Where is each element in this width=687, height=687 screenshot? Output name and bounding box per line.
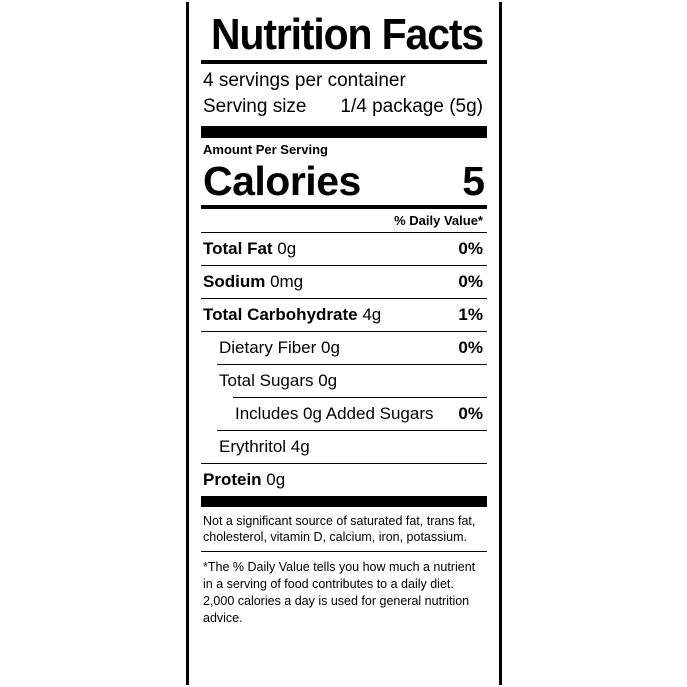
nutrient-row-total-carbohydrate [201, 299, 487, 331]
serving-size-row [201, 94, 487, 126]
daily-value-header: % Daily Value* [394, 213, 483, 228]
calories-label: Calories [203, 158, 361, 204]
nutrient-row-protein [201, 464, 487, 496]
nutrient-name-bold: Total Fat [203, 239, 273, 258]
nutrient-percent: 0% [458, 404, 483, 423]
nutrient-name-rest: 0mg [265, 272, 304, 291]
nutrient-name-bold: Sodium [203, 272, 266, 291]
nutrient-percent: 1% [458, 305, 483, 324]
nutrient-row-added-sugars [201, 398, 487, 430]
nutrient-name-rest: 0g [261, 470, 286, 489]
nutrient-percent: 0% [458, 272, 483, 291]
page-title: Nutrition Facts [211, 10, 483, 59]
serving-size-label: Serving size [203, 96, 307, 117]
footnote-not-significant: Not a significant source of saturated fat, trans fat, cholesterol, vitamin D, calcium, iron, potassium. [203, 514, 476, 544]
nutrient-name [203, 304, 381, 326]
nutrient-row-erythritol [201, 431, 487, 463]
serving-divider [201, 126, 487, 138]
nutrition-facts-panel [186, 2, 502, 685]
nutrient-row-total-fat [201, 233, 487, 265]
nutrient-name [203, 238, 296, 260]
nutrient-name: Erythritol 4g [219, 437, 310, 456]
calories-row [201, 159, 487, 205]
nutrient-name-bold: Protein [203, 470, 262, 489]
nutrient-name-rest: 4g [357, 305, 382, 324]
nutrient-name: Total Sugars 0g [219, 371, 338, 390]
calories-value: 5 [462, 158, 485, 204]
nutrient-percent: 0% [458, 338, 483, 357]
amount-per-serving-label: Amount Per Serving [203, 142, 328, 157]
footnote-divider [201, 496, 487, 507]
nutrient-name: Includes 0g Added Sugars [235, 404, 434, 423]
nutrient-row-sodium [201, 266, 487, 298]
nutrient-row-dietary-fiber [201, 332, 487, 364]
nutrient-percent: 0% [458, 239, 483, 258]
nutrient-name-bold: Total Carbohydrate [203, 305, 358, 324]
nutrient-name [203, 469, 285, 491]
nutrient-name: Dietary Fiber 0g [219, 338, 340, 357]
nutrient-name [203, 271, 303, 293]
servings-per-container: 4 servings per container [203, 70, 406, 91]
nutrient-row-total-sugars [201, 365, 487, 397]
serving-size-value: 1/4 package (5g) [340, 96, 483, 117]
nutrient-name-rest: 0g [272, 239, 297, 258]
footnote-daily-value: *The % Daily Value tells you how much a nutrient in a serving of food contributes to a daily diet. 2,000 calories a day is used for general nutrition advice. [203, 560, 476, 625]
